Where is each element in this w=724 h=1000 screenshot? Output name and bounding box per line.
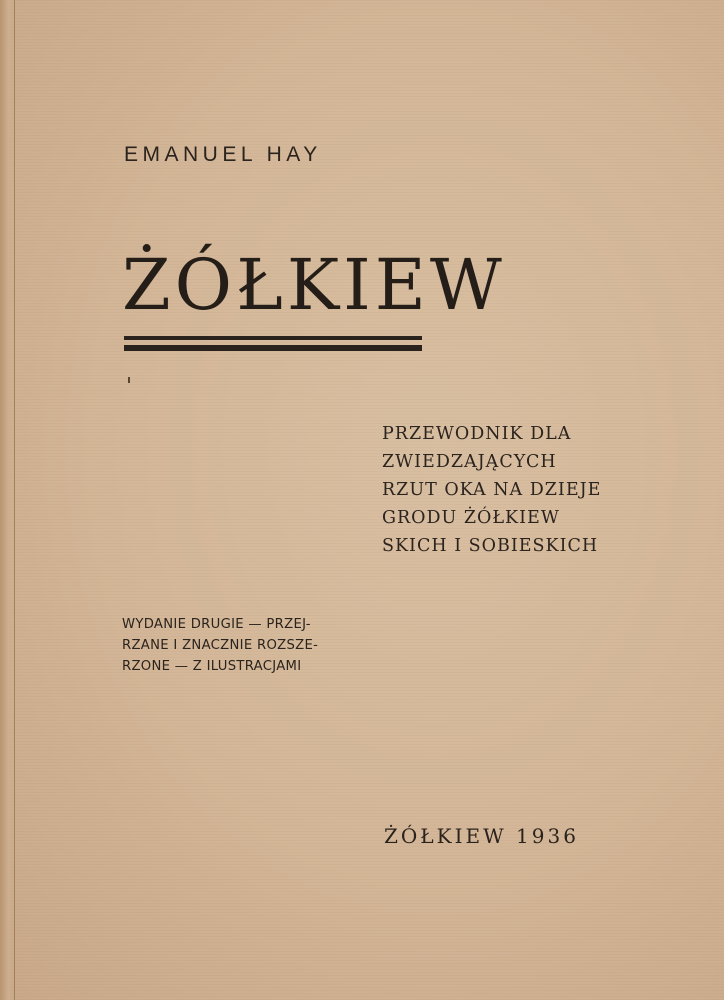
- imprint-place-year: ŻÓŁKIEW 1936: [384, 824, 579, 848]
- subtitle-line: PRZEWODNIK DLA: [382, 424, 572, 444]
- edition-line: WYDANIE DRUGIE — PRZEJ-: [122, 617, 311, 632]
- author-name: EMANUEL HAY: [124, 143, 322, 166]
- subtitle-line: SKICH I SOBIESKICH: [382, 536, 599, 556]
- title-rule-thin: [124, 336, 422, 340]
- binding-edge: [0, 0, 15, 1000]
- subtitle-line: RZUT OKA NA DZIEJE: [382, 480, 602, 500]
- title-rule-thick: [124, 345, 422, 351]
- subtitle-line: ZWIEDZAJĄCYCH: [382, 452, 557, 472]
- subtitle-block: [382, 420, 602, 560]
- edition-line: RZANE I ZNACZNIE ROZSZE-: [122, 638, 319, 653]
- book-title: ŻÓŁKIEW: [122, 244, 506, 326]
- edition-line: RZONE — Z ILUSTRACJAMI: [122, 659, 302, 674]
- print-speck: [128, 377, 130, 383]
- edition-note: [122, 614, 372, 677]
- subtitle-line: GRODU ŻÓŁKIEW: [382, 508, 560, 528]
